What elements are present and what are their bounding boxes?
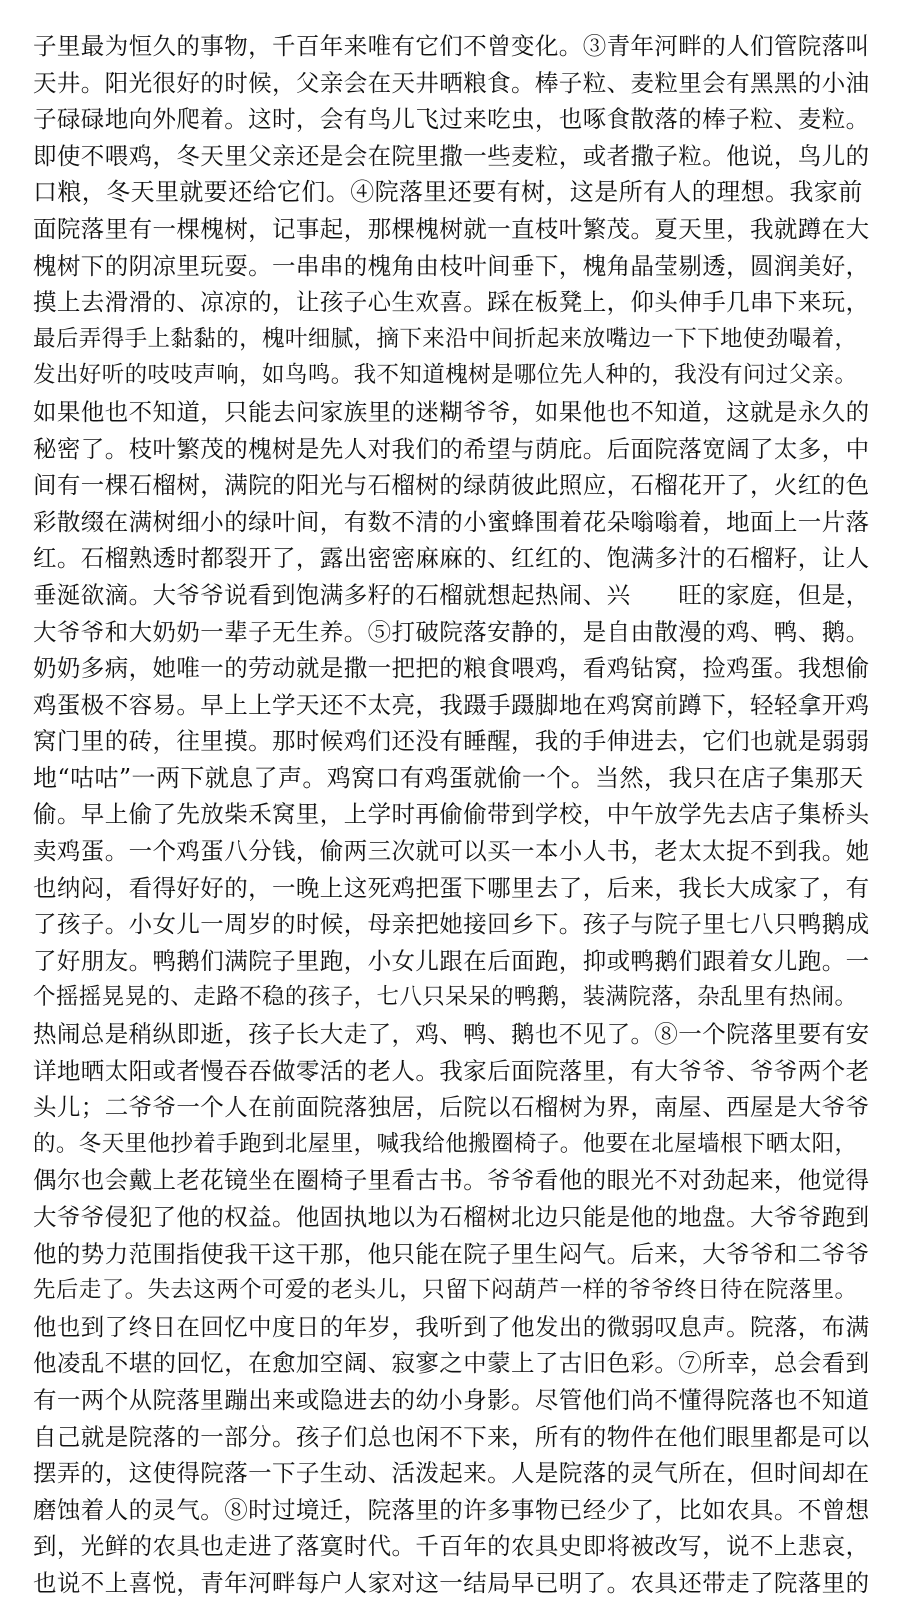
text-line: 卖鸡蛋。一个鸡蛋八分钱，偷两三次就可以买一本小人书，老太太捉不到我。她 — [33, 837, 870, 866]
text-line: 自己就是院落的一部分。孩子们总也闲不下来，所有的物件在他们眼里都是可以 — [33, 1422, 870, 1451]
text-line: 了孩子。小女儿一周岁的时候，母亲把她接回乡下。孩子与院子里七八只鸭鹅成 — [33, 910, 870, 939]
text-line: 秘密了。枝叶繁茂的槐树是先人对我们的希望与荫庇。后面院落宽阔了太多，中 — [33, 434, 870, 463]
text-line: 先后走了。失去这两个可爱的老头儿，只留下闷葫芦一样的爷爷终日待在院落里。 — [33, 1277, 858, 1304]
text-line: 有一两个从院落里蹦出来或隐进去的幼小身影。尽管他们尚不懂得院落也不知道 — [33, 1385, 870, 1414]
text-line: 红。石榴熟透时都裂开了，露出密密麻麻的、红红的、饱满多汁的石榴籽，让人 — [33, 544, 870, 573]
text-line: 地“咕咕”一两下就息了声。鸡窝口有鸡蛋就偷一个。当然，我只在店子集那天 — [33, 763, 864, 792]
text-line: 发出好听的吱吱声响，如鸟鸣。我不知道槐树是哪位先人种的，我没有问过父亲。 — [33, 362, 858, 389]
text-line: 磨蚀着人的灵气。⑧时过境迁，院落里的许多事物已经少了，比如农具。不曾想 — [33, 1495, 870, 1524]
text-line: 最后弄得手上黏黏的，槐叶细腻，摘下来沿中间折起来放嘴边一下下地使劲嘬着， — [33, 325, 858, 352]
text-line: 偶尔也会戴上老花镜坐在圈椅子里看古书。爷爷看他的眼光不对劲起来，他觉得 — [33, 1166, 870, 1195]
text-line: 鸡蛋极不容易。早上上学天还不太亮，我蹑手蹑脚地在鸡窝前蹲下，轻轻拿开鸡 — [33, 690, 870, 719]
text-line: 他凌乱不堪的回忆，在愈加空阔、寂寥之中蒙上了古旧色彩。⑦所幸，总会看到 — [33, 1349, 870, 1378]
text-line: 偷。早上偷了先放柴禾窝里，上学时再偷偷带到学校，中午放学先去店子集桥头 — [33, 800, 870, 829]
text-line: 他的势力范围指使我干这干那，他只能在院子里生闷气。后来，大爷爷和二爷爷 — [33, 1239, 870, 1268]
text-line: 天井。阳光很好的时候，父亲会在天井晒粮食。棒子粒、麦粒里会有黑黑的小油 — [33, 68, 870, 97]
text-line: 详地晒太阳或者慢吞吞做零活的老人。我家后面院落里，有大爷爷、爷爷两个老 — [33, 1056, 870, 1085]
text-line: 的。冬天里他抄着手跑到北屋里，喊我给他搬圈椅子。他要在北屋墙根下晒太阳， — [33, 1130, 858, 1157]
text-line: 他也到了终日在回忆中度日的年岁，我听到了他发出的微弱叹息声。院落，布满 — [33, 1312, 870, 1341]
text-line: 也说不上喜悦，青年河畔每户人家对这一结局早已明了。农具还带走了院落里的 — [33, 1568, 870, 1597]
text-line: 摆弄的，这使得院落一下子生动、活泼起来。人是院落的灵气所在，但时间却在 — [33, 1459, 870, 1488]
text-line: 窝门里的砖，往里摸。那时候鸡们还没有睡醒，我的手伸进去，它们也就是弱弱 — [33, 727, 870, 756]
text-line: 到，光鲜的农具也走进了落寞时代。千百年的农具史即将被改写，说不上悲哀， — [33, 1532, 870, 1561]
text-line: 如果他也不知道，只能去问家族里的迷糊爷爷，如果他也不知道，这就是永久的 — [33, 397, 870, 426]
article-text — [33, 28, 873, 1602]
text-line: 摸上去滑滑的、凉凉的，让孩子心生欢喜。踩在板凳上，仰头伸手几串下来玩， — [33, 288, 870, 317]
text-line: 头儿；二爷爷一个人在前面院落独居，后院以石榴树为界，南屋、西屋是大爷爷 — [33, 1093, 870, 1122]
text-line: 大爷爷和大奶奶一辈子无生养。⑤打破院落安静的，是自由散漫的鸡、鸭、鹅。 — [33, 617, 870, 646]
text-line: 子碌碌地向外爬着。这时，会有鸟儿飞过来吃虫，也啄食散落的棒子粒、麦粒。 — [33, 105, 870, 134]
text-line: 面院落里有一棵槐树，记事起，那棵槐树就一直枝叶繁茂。夏天里，我就蹲在大 — [33, 214, 870, 243]
text-line: 热闹总是稍纵即逝，孩子长大走了，鸡、鸭、鹅也不见了。⑧一个院落里要有安 — [33, 1020, 870, 1049]
text-line: 奶奶多病，她唯一的劳动就是撒一把把的粮食喂鸡，看鸡钻窝，捡鸡蛋。我想偷 — [33, 654, 870, 683]
text-line: 间有一棵石榴树，满院的阳光与石榴树的绿荫彼此照应，石榴花开了，火红的色 — [33, 471, 870, 500]
text-line: 口粮，冬天里就要还给它们。④院落里还要有树，这是所有人的理想。我家前 — [33, 178, 863, 207]
text-line: 个摇摇晃晃的、走路不稳的孩子，七八只呆呆的鸭鹅，装满院落，杂乱里有热闹。 — [33, 984, 858, 1011]
text-line: 子里最为恒久的事物，千百年来唯有它们不曾变化。③青年河畔的人们管院落叫 — [33, 32, 870, 60]
text-line: 即使不喂鸡，冬天里父亲还是会在院里撒一些麦粒，或者撒子粒。他说，鸟儿的 — [33, 141, 870, 170]
text-line: 大爷爷侵犯了他的权益。他固执地以为石榴树北边只能是他的地盘。大爷爷跑到 — [33, 1203, 870, 1231]
text-line: 垂涎欲滴。大爷爷说看到饱满多籽的石榴就想起热闹、兴 旺的家庭，但是， — [33, 580, 870, 609]
text-line: 槐树下的阴凉里玩耍。一串串的槐角由枝叶间垂下，槐角晶莹剔透，圆润美好， — [33, 251, 870, 280]
text-line: 了好朋友。鸭鹅们满院子里跑，小女儿跟在后面跑，抑或鸭鹅们跟着女儿跑。一 — [33, 946, 870, 975]
text-line: 也纳闷，看得好好的，一晚上这死鸡把蛋下哪里去了，后来，我长大成家了，有 — [33, 873, 870, 902]
text-line: 彩散缀在满树细小的绿叶间，有数不清的小蜜蜂围着花朵嗡嗡着，地面上一片落 — [33, 507, 870, 536]
